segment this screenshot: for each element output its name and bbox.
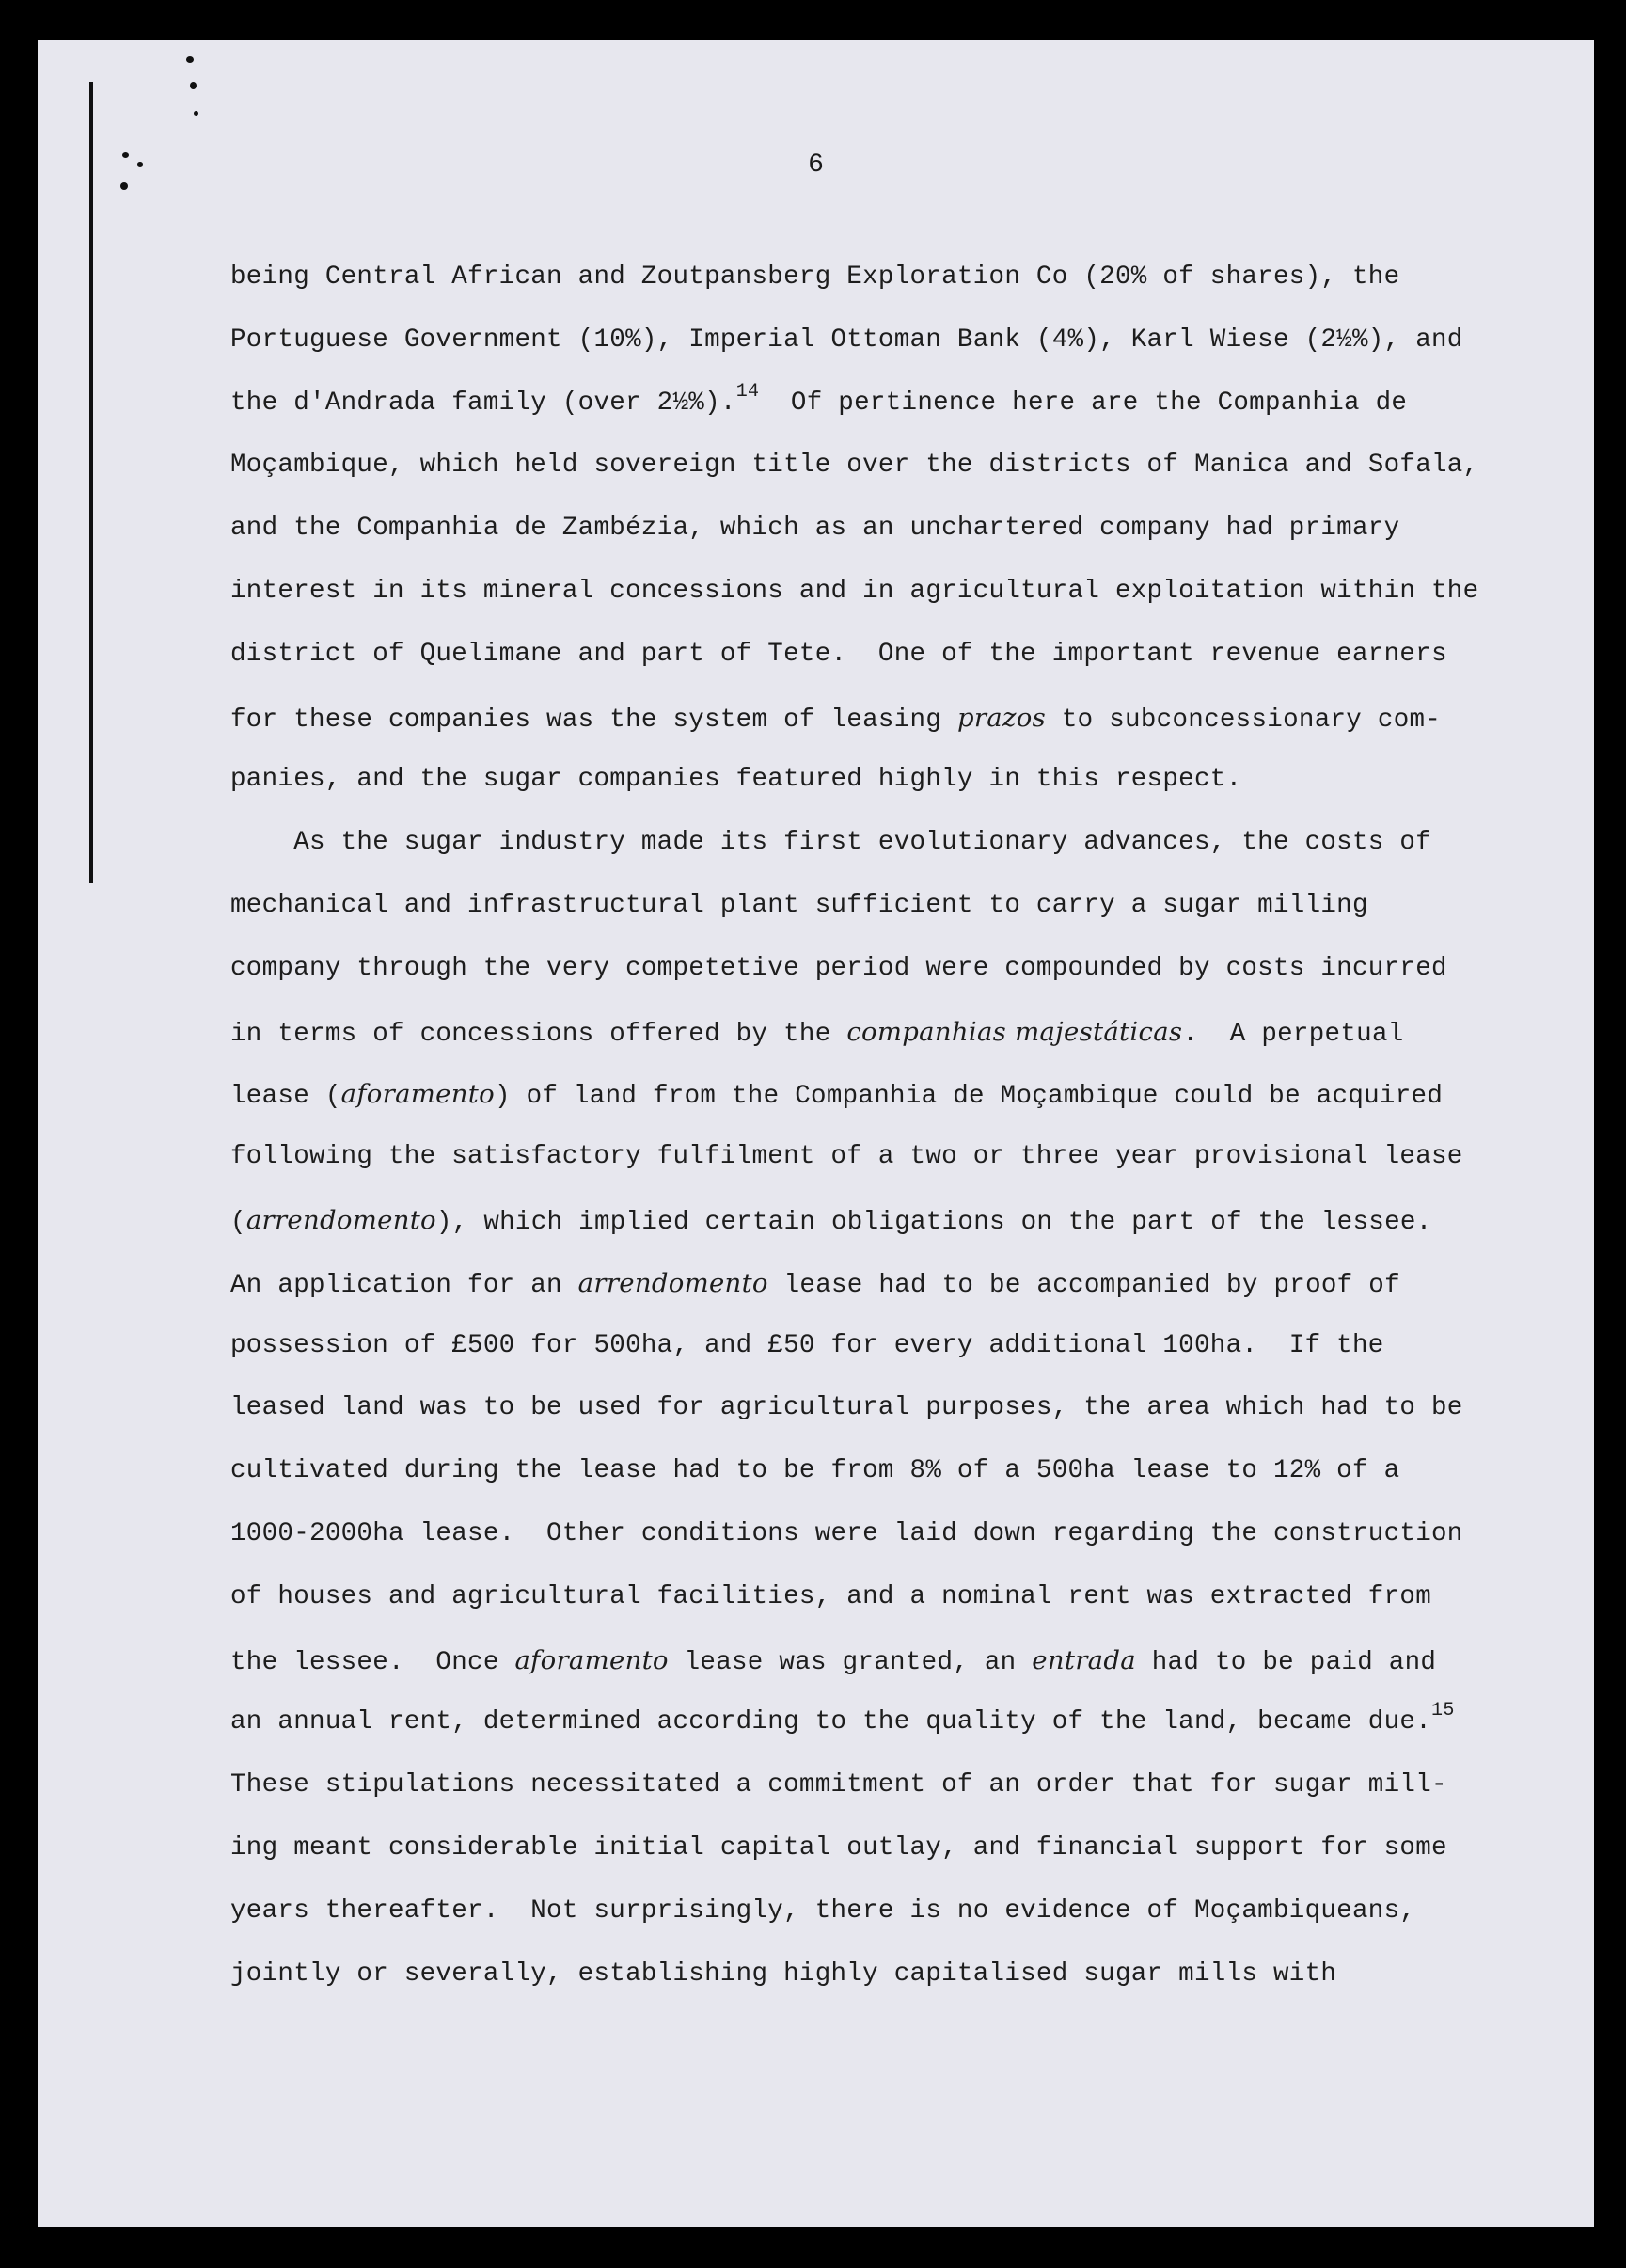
text-line <box>230 1189 1509 1252</box>
ink-speck <box>194 111 198 116</box>
text-run: lease ( <box>230 1082 341 1112</box>
ink-speck <box>120 182 128 190</box>
text-line <box>230 435 1509 498</box>
text-run: An application for an <box>230 1270 578 1300</box>
text-run: As the sugar industry made its first evolutionary advances, the costs of <box>230 828 1432 858</box>
text-line <box>230 1315 1509 1378</box>
text-run: mechanical and infrastructural plant sufficient to carry a sugar milling <box>230 890 1368 920</box>
text-run: cultivated during the lease had to be from 8% of a 500ha lease to 12% of a <box>230 1456 1400 1486</box>
text-run: 1000-2000ha lease. Other conditions were laid down regarding the construction <box>230 1518 1463 1548</box>
text-line <box>230 1566 1509 1629</box>
italic-term: prazos <box>956 702 1047 733</box>
text-run: interest in its mineral concessions and in agricultural exploitation within the <box>230 576 1479 606</box>
text-run: Moçambique, which held sovereign title over the districts of Manica and Sofala, <box>230 451 1479 481</box>
text-run: to subconcessionary com- <box>1046 705 1442 735</box>
text-run: the lessee. Once <box>230 1647 515 1677</box>
text-line <box>230 561 1509 624</box>
document-page <box>38 40 1594 2227</box>
footnote-marker: 14 <box>735 380 760 403</box>
text-line <box>230 875 1509 938</box>
text-run: and the Companhia de Zambézia, which as an unchartered company had primary <box>230 514 1400 544</box>
text-line <box>230 812 1509 875</box>
text-line <box>230 1943 1509 2006</box>
text-line <box>230 1503 1509 1566</box>
text-run: of houses and agricultural facilities, and a nominal rent was extracted from <box>230 1581 1432 1611</box>
text-run: lease had to be accompanied by proof of <box>767 1270 1400 1300</box>
text-line <box>230 1252 1509 1315</box>
text-run: . A perpetual <box>1182 1019 1404 1049</box>
text-line <box>230 1629 1509 1692</box>
margin-rule <box>89 82 93 883</box>
text-run: jointly or severally, establishing highly capitalised sugar mills with <box>230 1959 1337 1989</box>
text-line <box>230 624 1509 687</box>
italic-term: arrendomento <box>577 1267 768 1298</box>
italic-term: arrendomento <box>245 1204 436 1235</box>
text-line <box>230 687 1509 750</box>
text-run: These stipulations necessitated a commitment of an order that for sugar mill- <box>230 1770 1447 1800</box>
text-line <box>230 1063 1509 1126</box>
body-text <box>230 246 1509 2006</box>
text-line <box>230 1880 1509 1943</box>
text-run: panies, and the sugar companies featured highly in this respect. <box>230 765 1242 795</box>
text-line <box>230 1754 1509 1817</box>
italic-term: aforamento <box>514 1644 669 1675</box>
footnote-marker: 15 <box>1431 1700 1455 1722</box>
text-line <box>230 1440 1509 1503</box>
text-run: in terms of concessions offered by the <box>230 1019 847 1049</box>
text-run: district of Quelimane and part of Tete. One of the important revenue earners <box>230 639 1447 669</box>
text-run: possession of £500 for 500ha, and £50 for every additional 100ha. If the <box>230 1330 1384 1360</box>
text-line <box>230 749 1509 812</box>
italic-term: entrada <box>1032 1644 1136 1675</box>
text-run: ), which implied certain obligations on the part of the lessee. <box>435 1207 1432 1237</box>
text-line <box>230 246 1509 309</box>
text-line <box>230 373 1509 436</box>
text-run: years thereafter. Not surprisingly, there is no evidence of Moçambiqueans, <box>230 1895 1416 1926</box>
text-run: had to be paid and <box>1135 1647 1437 1677</box>
text-run: Of pertinence here are the Companhia de <box>759 388 1408 418</box>
text-run: leased land was to be used for agricultural purposes, the area which had to be <box>230 1393 1463 1423</box>
text-line <box>230 1377 1509 1440</box>
text-run: following the satisfactory fulfilment of a two or three year provisional lease <box>230 1142 1463 1172</box>
text-run: ing meant considerable initial capital outlay, and financial support for some <box>230 1832 1447 1863</box>
text-line <box>230 498 1509 561</box>
text-line <box>230 1126 1509 1189</box>
text-run: ( <box>230 1207 246 1237</box>
text-run: lease was granted, an <box>668 1647 1033 1677</box>
text-line <box>230 1691 1509 1754</box>
text-run: an annual rent, determined according to the quality of the land, became due. <box>230 1707 1432 1737</box>
ink-speck <box>190 82 197 89</box>
text-run: ) of land from the Companhia de Moçambique could be acquired <box>494 1082 1444 1112</box>
text-run: the d'Andrada family (over 2½%). <box>230 388 736 418</box>
ink-speck <box>186 56 194 63</box>
text-line <box>230 938 1509 1001</box>
text-run: for these companies was the system of leasing <box>230 705 957 735</box>
text-run: being Central African and Zoutpansberg Exploration Co (20% of shares), the <box>230 262 1400 292</box>
italic-term: aforamento <box>340 1079 495 1110</box>
text-line <box>230 1817 1509 1880</box>
text-run: company through the very competetive period were compounded by costs incurred <box>230 953 1447 983</box>
text-line <box>230 309 1509 373</box>
italic-term: companhias majestáticas <box>846 1016 1183 1047</box>
text-run: Portuguese Government (10%), Imperial Ottoman Bank (4%), Karl Wiese (2½%), and <box>230 325 1463 355</box>
text-line <box>230 1001 1509 1064</box>
page-number: 6 <box>808 151 824 180</box>
